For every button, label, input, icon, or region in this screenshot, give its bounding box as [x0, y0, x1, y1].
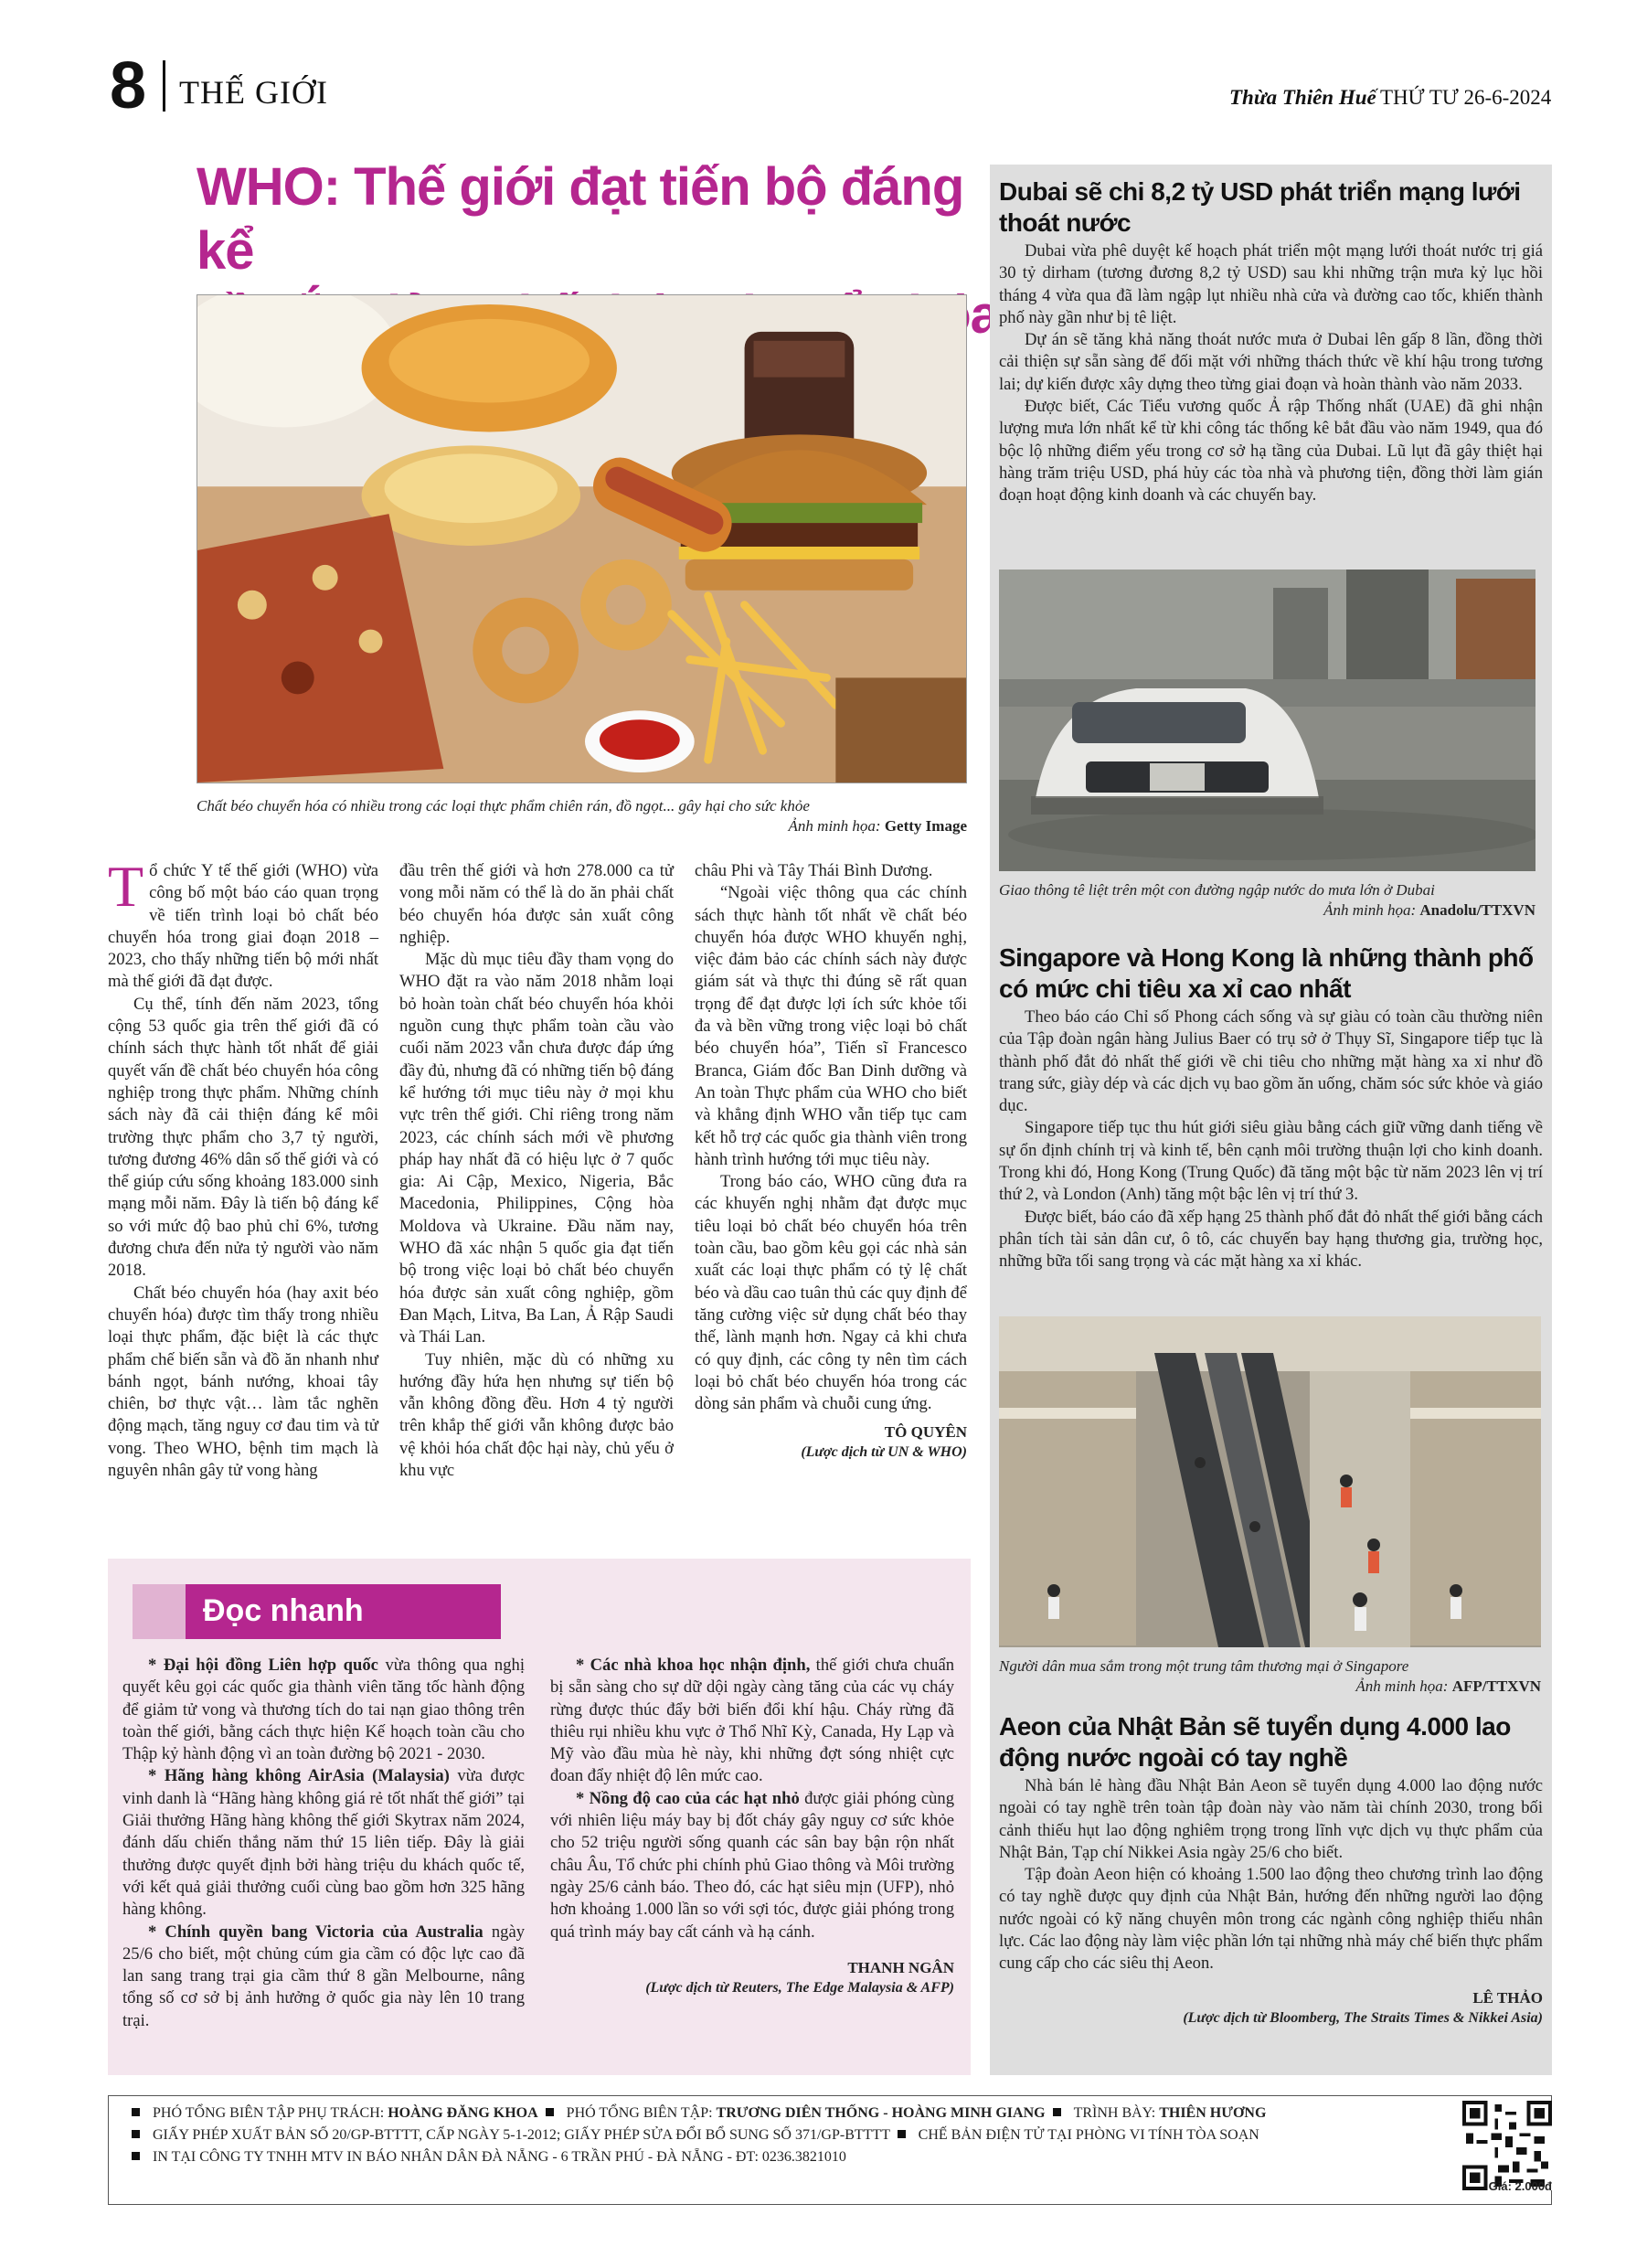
article-column-2 [399, 860, 674, 1482]
quick-item-lead: * Các nhà khoa học nhận định, [576, 1656, 811, 1675]
dubai-paragraph: Dự án sẽ tăng khả năng thoát nước mưa ở Dubai lên gấp 8 lần, đồng thời cải thiện sự sẵn sàng để đối mặt với những thách thức về khí hậu trong tương lai; dự kiến được xây dựng theo từng giai đoạn và hoàn thành vào năm 2033. [999, 330, 1543, 394]
article-paragraph: Chất béo chuyển hóa (hay axit béo chuyển hóa) được tìm thấy trong nhiều loại thực phẩm, đặc biệt là các thực phẩm chế biến sẵn và đồ ăn nhanh như bánh ngọt, bánh nướng, khoai tây chiên, bơ thực vật… làm tắc nghẽn động mạch, tăng nguy cơ đau tim và tử vong. Theo WHO, bệnh tim mạch là nguyên nhân gây tử vong hàng [108, 1283, 378, 1481]
article-paragraph [108, 854, 378, 994]
footer-printer: IN TẠI CÔNG TY TNHH MTV IN BÁO NHÂN DÂN ĐÀ NẴNG - 6 TRẦN PHÚ - ĐÀ NẴNG - ĐT: 0236.3821010 [153, 2149, 846, 2165]
main-photo-credit-label: Ảnh minh họa: [788, 817, 881, 835]
singapore-mall-photo [999, 1316, 1541, 1647]
footer-value: HOÀNG ĐĂNG KHOA [388, 2105, 538, 2121]
dubai-article [999, 240, 1543, 507]
footer-label: PHÓ TỔNG BIÊN TẬP: [566, 2105, 713, 2121]
quick-read-column-1 [122, 1655, 525, 2032]
article-paragraph: Mặc dù mục tiêu đầy tham vọng do WHO đặt ra vào năm 2018 nhằm loại bỏ hoàn toàn chất béo chuyển hóa khỏi nguồn cung thực phẩm toàn cầu vào cuối năm 2023 vẫn chưa được đáp ứng đầy đủ, nhưng đã có những tiến bộ đáng kể hướng tới mục tiêu này ở mọi khu vực trên thế giới. Chỉ riêng trong năm 2023, các chính sách mới về phương pháp hay nhất đã có hiệu lực ở 7 quốc gia: Ai Cập, Mexico, Nigeria, Bắc Macedonia, Philippines, Cộng hòa Moldova và Ukraine. Đầu năm nay, WHO đã xác nhận 5 quốc gia đạt tiến bộ trong việc loại bỏ chất béo chuyển hóa được sản xuất công nghiệp, gồm Đan Mạch, Litva, Ba Lan, Ả Rập Saudi và Thái Lan. [399, 950, 674, 1347]
issue-date: THỨ TƯ 26-6-2024 [1380, 86, 1552, 109]
article-source: (Lược dịch từ UN & WHO) [801, 1444, 967, 1461]
main-photo-credit-source: Getty Image [884, 817, 967, 835]
section-title: THẾ GIỚI [179, 74, 328, 111]
quick-item-lead: * Nồng độ cao của các hạt nhỏ [576, 1788, 800, 1808]
footer-label: TRÌNH BÀY: [1073, 2105, 1156, 2121]
article-paragraph: Trong báo cáo, WHO cũng đưa ra các khuyến nghị nhằm đạt được mục tiêu loại bỏ chất béo chuyển hóa trên toàn cầu, bao gồm kêu gọi các nhà sản xuất các loại thực phẩm có tỷ lệ chất béo và dầu cao tuân thủ các quy định để tăng cường việc sử dụng chất béo thay thế, lành mạnh hơn. Ngay cả khi chưa có quy định, các công ty nên tìm cách loại bỏ chất béo chuyển hóa trong các dòng sản phẩm và chuỗi cung ứng. [695, 1172, 967, 1414]
article-paragraph: Tuy nhiên, mặc dù có những xu hướng đầy hứa hẹn nhưng sự tiến bộ vẫn không đồng đều. Hơn 4 tỷ người trên khắp thế giới vẫn không được bảo vệ khỏi hóa chất độc hại này, chủ yếu ở khu vực [399, 1349, 674, 1481]
singapore-photo-caption: Người dân mua sắm trong một trung tâm thương mại ở Singapore [999, 1657, 1409, 1675]
quick-read-author: THANH NGÂN [847, 1958, 954, 1976]
singapore-photo-credit-label: Ảnh minh họa: [1355, 1677, 1449, 1695]
dubai-headline: Dubai sẽ chi 8,2 tỷ USD phát triển mạng lưới thoát nước [999, 177, 1521, 237]
aeon-article [999, 1775, 1543, 2028]
dubai-flood-photo [999, 570, 1535, 871]
quick-item-lead: * Hãng hàng không AirAsia (Malaysia) [148, 1766, 450, 1786]
main-photo-credit [197, 816, 967, 836]
footer-value: THIÊN HƯƠNG [1159, 2105, 1267, 2121]
square-bullet-icon [546, 2108, 554, 2116]
dubai-photo-credit [999, 900, 1535, 921]
square-bullet-icon [898, 2130, 906, 2138]
article-column-1 [108, 854, 378, 1482]
dubai-paragraph: Được biết, Các Tiểu vương quốc Ả rập Thống nhất (UAE) đã ghi nhận lượng mưa lớn nhất kể từ khi công tác thống kê bắt đầu vào năm 1949, qua đó bộc lộ những điểm yếu trong cơ sở hạ tầng của Dubai. Lũ lụt đã gây thiệt hại hàng trăm triệu USD, phá hủy các tòa nhà và phương tiện, đồng thời làm gián đoạn hoạt động kinh doanh và các chuyến bay. [999, 397, 1543, 506]
fast-food-photo [197, 294, 967, 783]
footer-row-1 [128, 2103, 1266, 2124]
quick-item [550, 1788, 954, 1943]
singapore-paragraph: Được biết, báo cáo đã xếp hạng 25 thành phố đắt đỏ nhất thế giới bằng cách phân tích tài sản dân cư, ô tô, các chuyến bay hạng thương gia, trường học, những bữa tối sang trọng và các mặt hàng xa xỉ khác. [999, 1207, 1543, 1272]
quick-item-lead: * Đại hội đồng Liên hợp quốc [148, 1656, 378, 1675]
aeon-paragraph: Nhà bán lẻ hàng đầu Nhật Bản Aeon sẽ tuyển dụng 4.000 lao động nước ngoài có tay nghề trên toàn tập đoàn này vào năm tài chính 2030, trong bối cảnh thiếu hụt lao động nghiêm trọng trong lĩnh vực dịch vụ thực phẩm của Nhật Bản, Tạp chí Nikkei Asia ngày 25/6 cho biết. [999, 1776, 1543, 1862]
quick-read-source: (Lược dịch từ Reuters, The Edge Malaysia & AFP) [645, 1979, 954, 1996]
singapore-photo-credit [999, 1677, 1541, 1697]
article-column-3 [695, 860, 967, 1463]
headline-line-1: WHO: Thế giới đạt tiến bộ đáng kể [197, 157, 964, 281]
aeon-author: LÊ THẢO [1472, 1988, 1543, 2007]
page-number: 8 [110, 49, 147, 122]
article-paragraph: “Ngoài việc thông qua các chính sách thực hành tốt nhất về chất béo chuyển hóa được WHO khuyến nghị, việc đảm bảo các chính sách này được giám sát và thực thi đúng sẽ rất quan trọng để đạt được lợi ích sức khỏe tối đa và bền vững trong việc loại bỏ chất béo chuyển hóa”, Tiến sĩ Francesco Branca, Giám đốc Ban Dinh dưỡng và An toàn Thực phẩm của WHO cho biết và khẳng định WHO vẫn tiếp tục cam kết hỗ trợ các quốc gia thành viên trong hành trình hướng tới mục tiêu này. [695, 883, 967, 1169]
square-bullet-icon [1053, 2108, 1061, 2116]
quick-read-tab-accent [133, 1584, 186, 1639]
footer-license: GIẤY PHÉP XUẤT BẢN SỐ 20/GP-BTTTT, CẤP NGÀY 5-1-2012; GIẤY PHÉP SỬA ĐỔI BỔ SUNG SỐ 371/GP-BTTTT [153, 2127, 890, 2143]
article-paragraph: Cụ thể, tính đến năm 2023, tổng cộng 53 quốc gia trên thế giới đã có chính sách thực hành tốt nhất để giải quyết vấn đề chất béo chuyển hóa công nghiệp trong thực phẩm. Những chính sách này đã cải thiện đáng kể môi trường thực phẩm cho 3,7 tỷ người, tương đương 46% dân số thế giới và có thể giúp cứu sống khoảng 183.000 sinh mạng mỗi năm. Đây là tiến bộ đáng kể so với mức độ bao phủ chỉ 6%, tương đương chưa đến nửa tỷ người vào năm 2018. [108, 994, 378, 1281]
aeon-paragraph: Tập đoàn Aeon hiện có khoảng 1.500 lao động theo chương trình lao động có tay nghề được quy định của Nhật Bản, hướng đến những người lao động nước ngoài có kỹ năng chuyên môn trong các ngành công nghiệp thiếu nhân lực. Các lao động này làm việc phần lớn tại những nhà máy chế biến thực phẩm cung cấp cho các siêu thị Aeon. [999, 1865, 1543, 1974]
singapore-paragraph: Theo báo cáo Chỉ số Phong cách sống và sự giàu có toàn cầu thường niên của Tập đoàn ngân hàng Julius Baer có trụ sở ở Thụy Sĩ, Singapore tiếp tục là thành phố đắt đỏ nhất thế giới về chi tiêu cho những mặt hàng xa xỉ như đồ trang sức, giày dép và các dịch vụ bao gồm ăn uống, chăm sóc sức khỏe và giáo dục. [999, 1007, 1543, 1116]
quick-read-title: Đọc nhanh [203, 1593, 364, 1628]
quick-read-column-2 [550, 1655, 954, 1998]
footer-label: PHÓ TỔNG BIÊN TẬP PHỤ TRÁCH: [153, 2105, 385, 2121]
aeon-source: (Lược dịch từ Bloomberg, The Straits Times & Nikkei Asia) [1183, 2009, 1543, 2026]
quick-item-text: vừa thông qua nghị quyết kêu gọi các quốc gia thành viên tăng tốc hành động để giảm tử vong và thương tích do tai nạn giao thông trên toàn thế giới, bằng cách thực hiện Kế hoạch toàn cầu cho Thập kỷ hành động vì an toàn đường bộ 2021 - 2030. [122, 1656, 525, 1764]
footer-row-3 [128, 2146, 846, 2168]
main-photo-caption: Chất béo chuyển hóa có nhiều trong các loại thực phẩm chiên rán, đồ ngọt... gây hại cho sức khỏe [197, 797, 810, 815]
quick-item [122, 1655, 525, 1765]
square-bullet-icon [132, 2130, 140, 2138]
footer-typesetting: CHẾ BẢN ĐIỆN TỬ TẠI PHÒNG VI TÍNH TÒA SOẠN [918, 2127, 1259, 2143]
article-author: TÔ QUYÊN [884, 1423, 967, 1442]
square-bullet-icon [132, 2108, 140, 2116]
footer-value: TRƯƠNG DIÊN THỐNG - HOÀNG MINH GIANG [716, 2105, 1046, 2121]
aeon-headline: Aeon của Nhật Bản sẽ tuyển dụng 4.000 lao động nước ngoài có tay nghề [999, 1712, 1511, 1772]
quick-item-lead: * Chính quyền bang Victoria của Australia [148, 1922, 483, 1942]
dubai-photo-credit-label: Ảnh minh họa: [1323, 901, 1417, 919]
quick-item [122, 1922, 525, 2032]
article-paragraph: đầu trên thế giới và hơn 278.000 ca tử vong mỗi năm có thể là do ăn phải chất béo chuyển hóa được sản xuất công nghiệp. [399, 861, 674, 947]
quick-item [550, 1655, 954, 1788]
singapore-headline: Singapore và Hong Kong là những thành phố có mức chi tiêu xa xỉ cao nhất [999, 943, 1534, 1003]
quick-item-text: được giải phóng cùng với nhiên liệu máy bay bị đốt cháy gây nguy cơ sức khỏe cho 52 triệu người sống quanh các sân bay bận rộn nhất châu Âu, Tổ chức phi chính phủ Giao thông và Môi trường ngày 25/6 cảnh báo. Theo đó, các hạt siêu mịn (UFP), nhỏ hơn khoảng 1.000 lần so với sợi tóc, được giải phóng trong quá trình máy bay cất cánh và hạ cánh. [550, 1788, 954, 1942]
issue-price: Giá: 2.000đ [1488, 2179, 1552, 2193]
singapore-article [999, 1006, 1543, 1273]
article-paragraph: châu Phi và Tây Thái Bình Dương. [695, 861, 933, 880]
quick-item-text: vừa được vinh danh là “Hãng hàng không giá rẻ tốt nhất thế giới” tại Giải thưởng Hãng hàng không thế giới Skytrax năm 2024, đánh dấu chiến thắng năm thứ 15 liên tiếp. Đây là giải thưởng được quyết định bởi hàng triệu du khách quốc tế, với kết quả giải thưởng cuối cùng bao gồm hơn 325 hãng hàng không. [122, 1766, 525, 1920]
singapore-photo-credit-source: AFP/TTXVN [1451, 1677, 1541, 1695]
square-bullet-icon [132, 2152, 140, 2160]
quick-item-text: thế giới chưa chuẩn bị sẵn sàng cho sự dữ dội ngày càng tăng của các vụ cháy rừng được thúc đẩy bởi biến đổi khí hậu. Cháy rừng đã thiêu rụi nhiều khu vực ở Thổ Nhĩ Kỳ, Canada, Hy Lạp và Mỹ vào đầu mùa hè này, khi những đợt sóng nhiệt cực đoan đẩy nhiệt độ lên mức cao. [550, 1656, 954, 1786]
quick-item [122, 1765, 525, 1921]
singapore-paragraph: Singapore tiếp tục thu hút giới siêu giàu bằng cách giữ vững danh tiếng về sự ổn định chính trị và kinh tế, bên cạnh môi trường thuận lợi cho kinh doanh. Trong khi đó, Hong Kong (Trung Quốc) đã tăng một bậc từ năm 2023 lên vị trí thứ 2, và London (Anh) tăng một bậc lên vị trí thứ 3. [999, 1118, 1543, 1205]
article-paragraph-text: ổ chức Y tế thế giới (WHO) vừa công bố một báo cáo quan trọng về tiến trình loại bỏ chất béo chuyển hóa trong giai đoạn 2018 – 2023, cho thấy những tiến bộ mới nhất mà thế giới đã đạt được. [108, 861, 378, 992]
masthead-divider [163, 60, 165, 112]
drop-cap: T [108, 854, 144, 919]
qr-code-icon [1462, 2101, 1552, 2190]
footer-row-2 [128, 2124, 1259, 2146]
publication-name: Thừa Thiên Huế [1229, 86, 1376, 109]
dubai-photo-caption: Giao thông tê liệt trên một con đường ngập nước do mưa lớn ở Dubai [999, 881, 1435, 899]
dubai-photo-credit-source: Anadolu/TTXVN [1419, 901, 1535, 919]
dubai-paragraph: Dubai vừa phê duyệt kế hoạch phát triển một mạng lưới thoát nước trị giá 30 tỷ dirham (tương đương 8,2 tỷ USD) sau khi những trận mưa kỷ lục hồi tháng 4 vừa qua đã làm ngập lụt nhiều nhà cửa và đường cao tốc, khiến thành phố này gần như bị tê liệt. [999, 241, 1543, 327]
quick-item-text: ngày 25/6 cho biết, một chủng cúm gia cầm có độc lực cao đã lan sang trang trại gia cầm thứ 8 gần Melbourne, nâng tổng số cơ sở bị ảnh hưởng ở quốc gia này lên 10 trang trại. [122, 1922, 525, 2030]
